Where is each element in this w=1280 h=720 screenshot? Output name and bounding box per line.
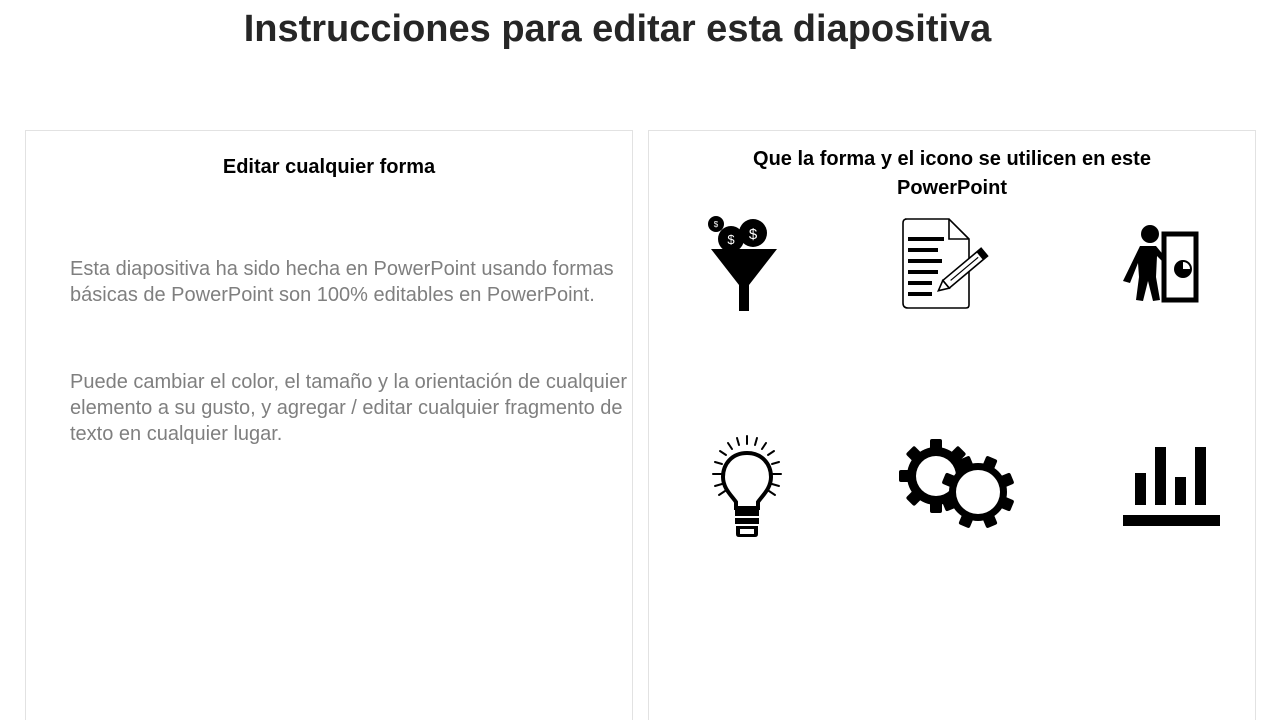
gears-icon [899,437,1019,533]
bar-chart-icon [1121,445,1221,529]
money-funnel-icon [707,215,783,313]
coin-symbol-small: $ [713,220,719,229]
coin-symbol-medium: $ [727,232,735,247]
slide-title: Instrucciones para editar esta diapositiva [243,8,992,50]
right-panel-heading: Que la forma y el icono se utilicen en este PowerPoint [753,148,1151,199]
lightbulb-icon [705,435,789,539]
left-panel-heading: Editar cualquier forma [222,156,436,178]
coin-symbol-large: $ [748,226,758,243]
left-panel [25,130,633,720]
body-paragraph-1: Esta diapositiva ha sido hecha en PowerPoint usando formas básicas de PowerPoint son 100% editables en PowerPoint. [70,258,614,306]
document-edit-icon [899,217,999,311]
right-panel [648,130,1256,720]
presenter-chart-icon [1119,223,1203,305]
body-paragraph-2: Puede cambiar el color, el tamaño y la orientación de cualquier elemento a su gusto, y agregar / editar cualquier fragmento de texto en cualquier lugar. [70,371,627,445]
